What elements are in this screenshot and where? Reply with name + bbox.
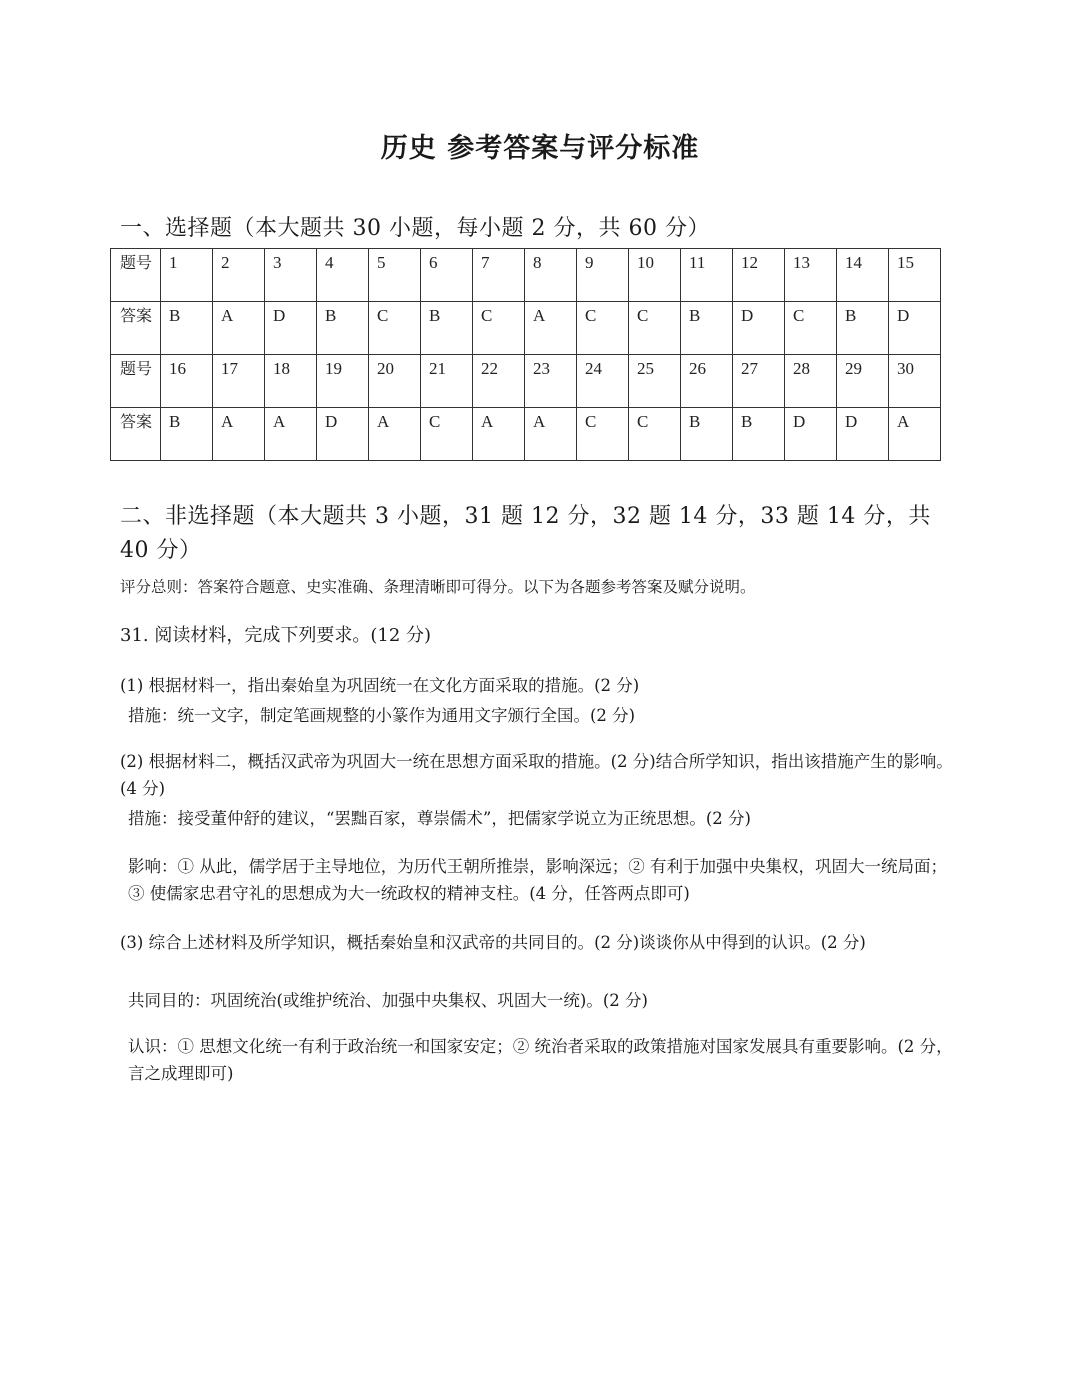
table-cell: 3 bbox=[265, 249, 317, 302]
table-cell: 21 bbox=[421, 355, 473, 408]
table-cell: 27 bbox=[733, 355, 785, 408]
table-cell: 19 bbox=[317, 355, 369, 408]
table-cell: 8 bbox=[525, 249, 577, 302]
question-31-part-3-answer-goal: 共同目的：巩固统治(或维护统治、加强中央集权、巩固大一统)。(2 分) bbox=[128, 991, 648, 1010]
table-cell: D bbox=[265, 302, 317, 355]
table-cell: D bbox=[317, 408, 369, 461]
table-cell: 1 bbox=[161, 249, 213, 302]
table-cell: A bbox=[473, 408, 525, 461]
table-cell: 26 bbox=[681, 355, 733, 408]
table-cell: 24 bbox=[577, 355, 629, 408]
table-cell: C bbox=[473, 302, 525, 355]
table-cell: 22 bbox=[473, 355, 525, 408]
table-cell: C bbox=[785, 302, 837, 355]
table-row-label: 答案 bbox=[111, 302, 161, 355]
table-cell: 7 bbox=[473, 249, 525, 302]
table-row-label: 题号 bbox=[111, 249, 161, 302]
question-31-part-2: (2) 根据材料二，概括汉武帝为巩固大一统在思想方面采取的措施。(2 分)结合所学知识，指出该措施产生的影响。(4 分) bbox=[120, 752, 953, 798]
table-cell: 29 bbox=[837, 355, 889, 408]
question-31-part-1: (1) 根据材料一，指出秦始皇为巩固统一在文化方面采取的措施。(2 分) bbox=[120, 676, 640, 695]
question-31-part-3: (3) 综合上述材料及所学知识，概括秦始皇和汉武帝的共同目的。(2 分)谈谈你从中得到的认识。(2 分) bbox=[120, 933, 866, 952]
question-31-part-1-answer: 措施：统一文字，制定笔画规整的小篆作为通用文字颁行全国。(2 分) bbox=[128, 706, 636, 725]
section-heading-multiple-choice: 一、选择题（本大题共 30 小题，每小题 2 分，共 60 分） bbox=[120, 216, 710, 241]
table-cell: 23 bbox=[525, 355, 577, 408]
table-cell: 5 bbox=[369, 249, 421, 302]
table-cell: B bbox=[161, 302, 213, 355]
table-cell: B bbox=[161, 408, 213, 461]
table-row bbox=[111, 355, 941, 408]
table-cell: B bbox=[837, 302, 889, 355]
table-row bbox=[111, 249, 941, 302]
table-cell: C bbox=[629, 302, 681, 355]
table-cell: 14 bbox=[837, 249, 889, 302]
table-cell: D bbox=[733, 302, 785, 355]
table-cell: 10 bbox=[629, 249, 681, 302]
question-31-title: 31. 阅读材料，完成下列要求。(12 分) bbox=[120, 625, 432, 646]
question-31-part-3-answer-insight: 认识：① 思想文化统一有利于政治统一和国家安定；② 统治者采取的政策措施对国家发展具有重要影响。(2 分，言之成理即可) bbox=[128, 1037, 953, 1083]
table-row-label: 答案 bbox=[111, 408, 161, 461]
table-cell: C bbox=[421, 408, 473, 461]
question-31-part-2-answer-impact: 影响：① 从此，儒学居于主导地位，为历代王朝所推崇，影响深远；② 有利于加强中央集权，巩固大一统局面；③ 使儒家忠君守礼的思想成为大一统政权的精神支柱。(4 分，任答两点即可) bbox=[128, 857, 947, 903]
question-31-part-2-answer-measure: 措施：接受董仲舒的建议，“罢黜百家，尊崇儒术”，把儒家学说立为正统思想。(2 分) bbox=[128, 809, 751, 828]
table-cell: 12 bbox=[733, 249, 785, 302]
table-cell: A bbox=[525, 302, 577, 355]
table-cell: A bbox=[213, 408, 265, 461]
section-heading-non-choice: 二、非选择题（本大题共 3 小题，31 题 12 分，32 题 14 分，33 题 14 分，共 40 分） bbox=[120, 504, 931, 563]
page-title: 历史 参考答案与评分标准 bbox=[380, 133, 700, 164]
table-cell: A bbox=[213, 302, 265, 355]
table-cell: 17 bbox=[213, 355, 265, 408]
table-cell: B bbox=[733, 408, 785, 461]
table-cell: D bbox=[785, 408, 837, 461]
table-cell: 4 bbox=[317, 249, 369, 302]
table-cell: A bbox=[265, 408, 317, 461]
table-cell: D bbox=[837, 408, 889, 461]
table-cell: A bbox=[525, 408, 577, 461]
table-cell: 28 bbox=[785, 355, 837, 408]
answer-key-table bbox=[110, 248, 941, 461]
table-cell: 15 bbox=[889, 249, 941, 302]
table-cell: C bbox=[577, 302, 629, 355]
table-cell: 13 bbox=[785, 249, 837, 302]
table-cell: C bbox=[369, 302, 421, 355]
table-cell: 9 bbox=[577, 249, 629, 302]
table-row-label: 题号 bbox=[111, 355, 161, 408]
general-scoring-rule: 评分总则：答案符合题意、史实准确、条理清晰即可得分。以下为各题参考答案及赋分说明。 bbox=[120, 578, 756, 596]
table-cell: B bbox=[421, 302, 473, 355]
table-cell: 11 bbox=[681, 249, 733, 302]
table-cell: 25 bbox=[629, 355, 681, 408]
table-cell: C bbox=[577, 408, 629, 461]
table-row bbox=[111, 408, 941, 461]
table-cell: A bbox=[889, 408, 941, 461]
table-cell: 18 bbox=[265, 355, 317, 408]
table-cell: A bbox=[369, 408, 421, 461]
table-cell: C bbox=[629, 408, 681, 461]
table-cell: B bbox=[681, 302, 733, 355]
table-cell: B bbox=[317, 302, 369, 355]
table-cell: 20 bbox=[369, 355, 421, 408]
table-cell: B bbox=[681, 408, 733, 461]
table-cell: 2 bbox=[213, 249, 265, 302]
table-cell: 30 bbox=[889, 355, 941, 408]
table-row bbox=[111, 302, 941, 355]
table-cell: D bbox=[889, 302, 941, 355]
table-cell: 6 bbox=[421, 249, 473, 302]
table-cell: 16 bbox=[161, 355, 213, 408]
